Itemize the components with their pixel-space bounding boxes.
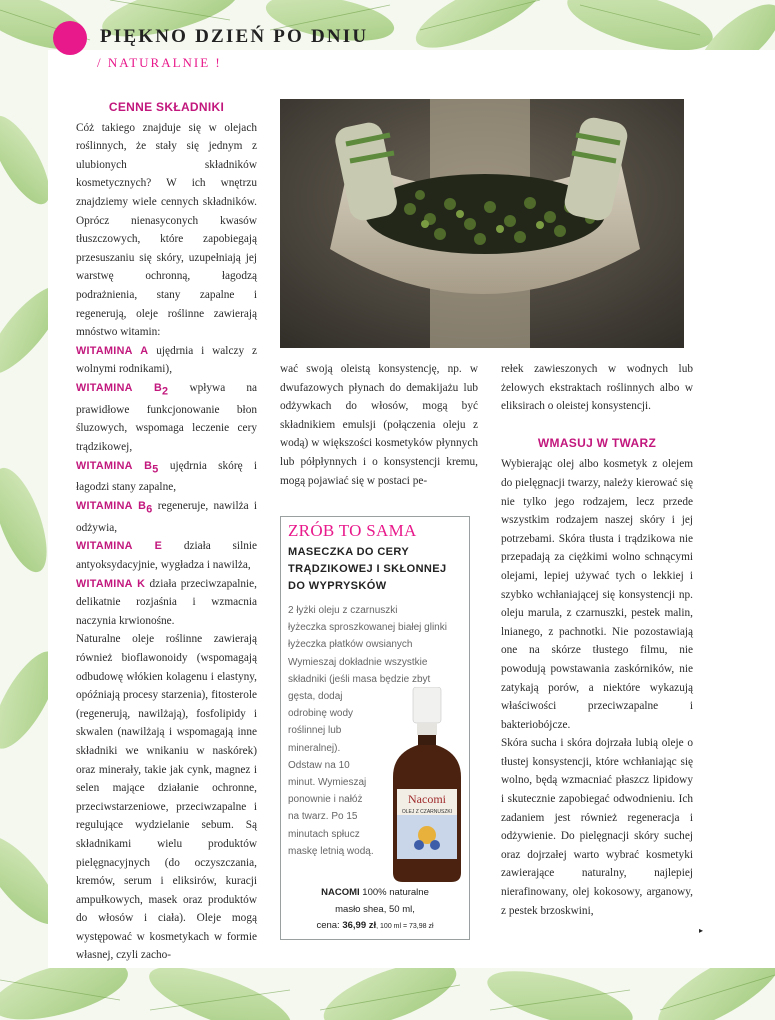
unit-price: , 100 ml = 73,98 zł (376, 923, 434, 930)
recipe-line: składniki (jeśli masa będzie zbyt (288, 673, 431, 685)
column-3-text: rełek zawieszonych w wodnych lub żelowych ekstraktach roślinnych albo w eliksirach o oleistej konsystencji. (501, 363, 693, 413)
recipe-line: Wymieszaj dokładnie wszystkie (288, 656, 428, 668)
vitamin-a: WITAMINA A ujędrnia i walczy z wolnymi rodnikami), (76, 344, 257, 376)
vitamin-b2: WITAMINA $B_2$ wpływa na prawidłowe funkcjonowanie błon śluzowych, wspomaga leczenie cery trądzikowej, (76, 381, 257, 453)
svg-text:OLEJ Z CZARNUSZKI: OLEJ Z CZARNUSZKI (401, 809, 453, 815)
vitamin-b6: WITAMINA $B_6$ regeneruje, nawilża i odżywia, (76, 499, 257, 534)
paragraph-oily-skin: Wybierając olej albo kosmetyk z olejem do pielęgnacji twarzy, należy kierować się nie tylko jego rodzajem, lecz przede wszystkim rodzajem naszej skóry i jej potrzebami. Skóra tłusta i trądzikowa nie przepadają za ciężkimi wolno schnącymi olejami, lepiej używać tych o lekkiej i szybko wchłaniającej się konsystencji np. oleju marula, z czarnuszki, pestek malin, lnianego, z pachnotki. Nie pozostawiają one na skórze tłustego filmu, nie powodują powstawania zaskórników, nie zatykają porów, a niektóre wykazują właściwości przeciwzapalne i bakteriobójcze. (501, 458, 693, 731)
diy-subtitle: MASECZKA DO CERY TRĄDZIKOWEJ I SKŁONNEJ DO WYPRYSKÓW (288, 546, 447, 592)
product-price-info: NACOMI 100% naturalne masło shea, 50 ml, cena: 36,99 zł, 100 ml = 73,98 zł (316, 887, 434, 931)
recipe-line: ponownie i nałóż (288, 794, 363, 806)
section-title: PIĘKNO DZIEŃ PO DNIU (100, 26, 369, 47)
recipe-line: minut. Wymieszaj (288, 777, 367, 789)
product-price: 36,99 zł (342, 920, 377, 931)
heading-cenne-skladniki: CENNE SKŁADNIKI (108, 100, 225, 114)
product-brand: NACOMI (321, 887, 360, 898)
recipe-line: mineralnej). (288, 742, 341, 754)
diy-title: ZRÓB TO SAMA (288, 521, 417, 540)
vitamin-b5: WITAMINA $B_5$ ujędrnia skórę i łagodzi stany zapalne, (76, 459, 258, 494)
svg-text:Nacomi: Nacomi (408, 792, 446, 806)
vitamin-k: WITAMINA K działa przeciwzapalnie, delikatnie rozjaśnia i wzmacnia naczynia krwionośne. (76, 577, 257, 627)
product-bottle-image (389, 687, 465, 883)
recipe-line: łyżeczka płatków owsianych (288, 639, 413, 651)
recipe-line: odrobinę wody (288, 708, 354, 720)
recipe-line: 2 łyżki oleju z czarnuszki (288, 605, 398, 616)
column-2-text: wać swoją oleistą konsystencję, np. w dwufazowych płynach do demakijażu lub odżywkach do włosów, mogą być składnikiem emulsji (połączenia oleju z wodą) w większości kosmetyków płynnych lub półpłynnych i o konsystencji kremu, mogą pojawiać się w postaci pe- (280, 363, 478, 487)
section-subtitle: / NATURALNIE ! (97, 55, 222, 70)
vitamin-e: WITAMINA E działa silnie antyoksydacyjnie, wygładza i nawilża, (76, 540, 258, 571)
column-3 (501, 360, 693, 920)
recipe-line: gęsta, dodaj (288, 691, 343, 703)
continue-arrow-icon: ▸ (699, 926, 704, 935)
column-2 (280, 360, 478, 490)
paragraph-dry-skin: Skóra sucha i skóra dojrzała lubią oleje o tłustej konsystencji, które wchłaniając się wolno, będą wzmacniać płaszcz lipidowy i skutecznie zapobiegać odwodnieniu. Ich zadaniem jest również regeneracja i odżywienie. Do pielęgnacji skóry suchej oraz dojrzałej warto wybrać kosmetyki zawierające naturalny, najlepiej nierafinowany, olej kokosowy, arganowy, z pestek brzoskwini, (501, 737, 693, 917)
olive-harvest-photo (280, 99, 684, 348)
recipe-line: roślinnej lub (288, 725, 342, 737)
recipe-line: minutach spłucz (288, 828, 360, 840)
diy-recipe-box (280, 516, 470, 940)
recipe-line: maskę letnią wodą. (288, 845, 374, 857)
heading-wmasuj-w-twarz: WMASUJ W TWARZ (537, 435, 657, 450)
intro-paragraph: Cóż takiego znajduje się w olejach roślinnych, że stały się jednym z ulubionych składników kosmetycznych? W ich wnętrzu znajdziemy wiele cennych składników. Oprócz nienasyconych kwasów tłuszczowych, które zapobiegają przesuszaniu się skóry, uzupełniają jej warstwę ochronną, łagodzą podrażnienia, stany zapalne i regenerują, oleje roślinne zawierają mnóstwo witamin: (76, 121, 257, 339)
section-marker-dot (53, 21, 87, 55)
paragraph-oils: Naturalne oleje roślinne zawierają również bioflawonoidy (wspomagają odbudowę włókien kolagenu i elastyny, opóźniają procesy starzenia), fitosterole (regenerują, nawilżają), fosfolipidy i skwalen (nawilżają i wspomagają inne składniki we wnikaniu w naskórek) oraz minerały, takie jak cynk, magnez i selen mające działanie ochronne, przeciwstarzeniowe, przeciwzapalne i regulujące wydzielanie sebum. Są składnikami wielu produktów pielęgnacyjnych (do oczyszczania, kremów, serum i eliksirów, kuracji ampułkowych, masek oraz produktów do włosów i ciała). Oleje mogą występować w kosmetykach w formie własnej, czyli zacho- (76, 633, 257, 962)
recipe-line: Odstaw na 10 (288, 759, 350, 771)
column-1 (76, 98, 257, 965)
recipe-line: łyżeczka sproszkowanej białej glinki (288, 622, 447, 634)
recipe-line: na twarz. Po 15 (288, 811, 358, 823)
